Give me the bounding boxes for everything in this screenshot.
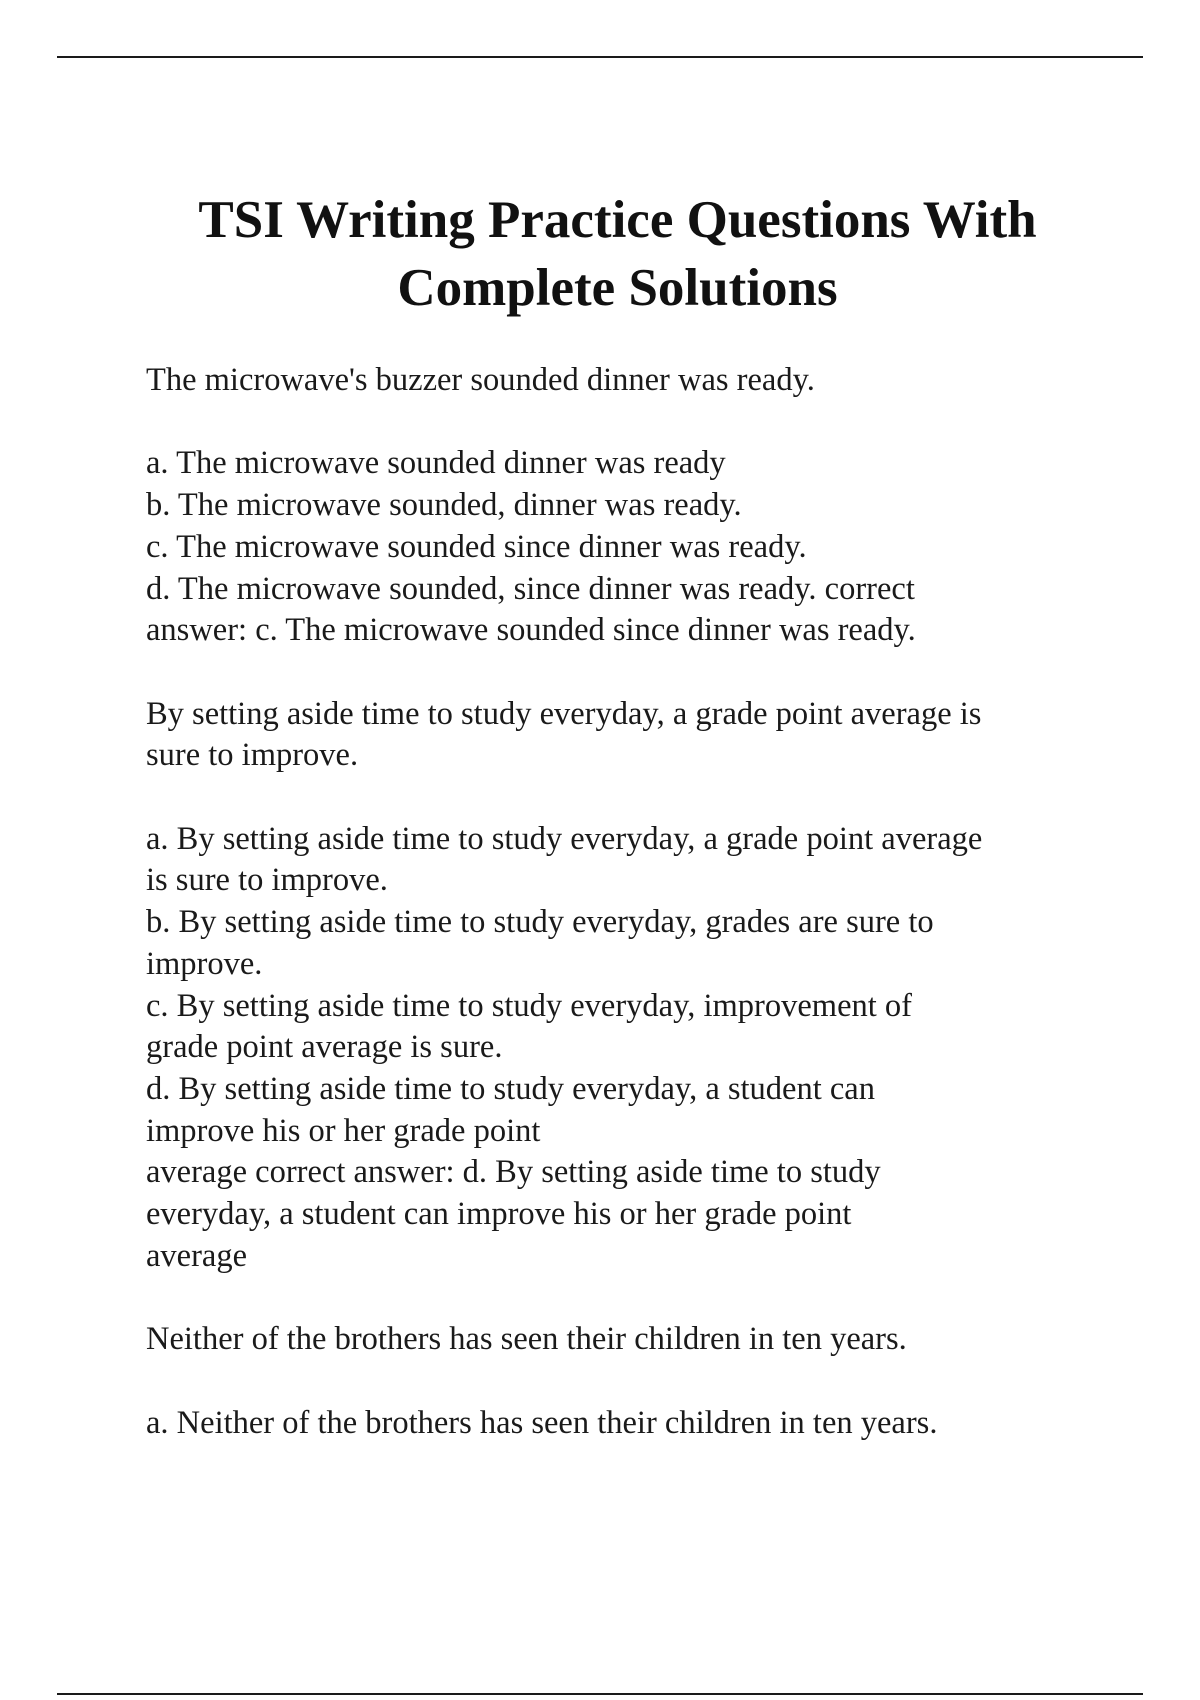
question-2-option-d: improve his or her grade point <box>146 1112 541 1149</box>
paragraph-gap <box>146 1277 1086 1319</box>
question-2-answer: everyday, a student can improve his or her grade point <box>146 1196 852 1233</box>
question-3-option-a: a. Neither of the brothers has seen their children in ten years. <box>146 1404 938 1441</box>
question-2-option-b: improve. <box>146 945 263 982</box>
document-title <box>120 186 1115 322</box>
question-2-answer: average correct answer: d. By setting aside time to study <box>146 1154 881 1191</box>
top-rule <box>57 56 1143 58</box>
question-2 <box>146 694 1086 1278</box>
question-1-answer: answer: c. The microwave sounded since dinner was ready. <box>146 612 916 649</box>
question-2-option-d: d. By setting aside time to study everyday, a student can <box>146 1070 875 1107</box>
document-body <box>146 360 1086 1444</box>
question-2-answer: average <box>146 1237 248 1274</box>
bottom-rule <box>57 1693 1143 1695</box>
title-line: TSI Writing Practice Questions With <box>198 191 1037 249</box>
question-2-option-c: c. By setting aside time to study everyday, improvement of <box>146 987 912 1024</box>
question-2-prompt: By setting aside time to study everyday, a grade point average is <box>146 695 982 732</box>
question-1-option-c: c. The microwave sounded since dinner was ready. <box>146 528 807 565</box>
question-2-option-a: is sure to improve. <box>146 862 388 899</box>
question-1-prompt: The microwave's buzzer sounded dinner was ready. <box>146 362 815 398</box>
question-2-option-c: grade point average is sure. <box>146 1029 503 1066</box>
question-1-option-a: a. The microwave sounded dinner was ready <box>146 445 726 482</box>
question-2-prompt: sure to improve. <box>146 737 359 774</box>
question-2-option-b: b. By setting aside time to study everyday, grades are sure to <box>146 904 934 941</box>
question-3 <box>146 1319 1086 1444</box>
question-1 <box>146 360 1086 652</box>
question-1-option-b: b. The microwave sounded, dinner was ready. <box>146 487 742 524</box>
question-3-prompt: Neither of the brothers has seen their children in ten years. <box>146 1321 907 1358</box>
title-line: Complete Solutions <box>397 259 838 317</box>
paragraph-gap <box>146 1361 1086 1403</box>
paragraph-gap <box>146 777 1086 819</box>
paragraph-gap <box>146 652 1086 694</box>
question-1-option-d: d. The microwave sounded, since dinner was ready. correct <box>146 570 915 607</box>
paragraph-gap <box>146 402 1086 444</box>
question-2-option-a: a. By setting aside time to study everyday, a grade point average <box>146 820 983 857</box>
